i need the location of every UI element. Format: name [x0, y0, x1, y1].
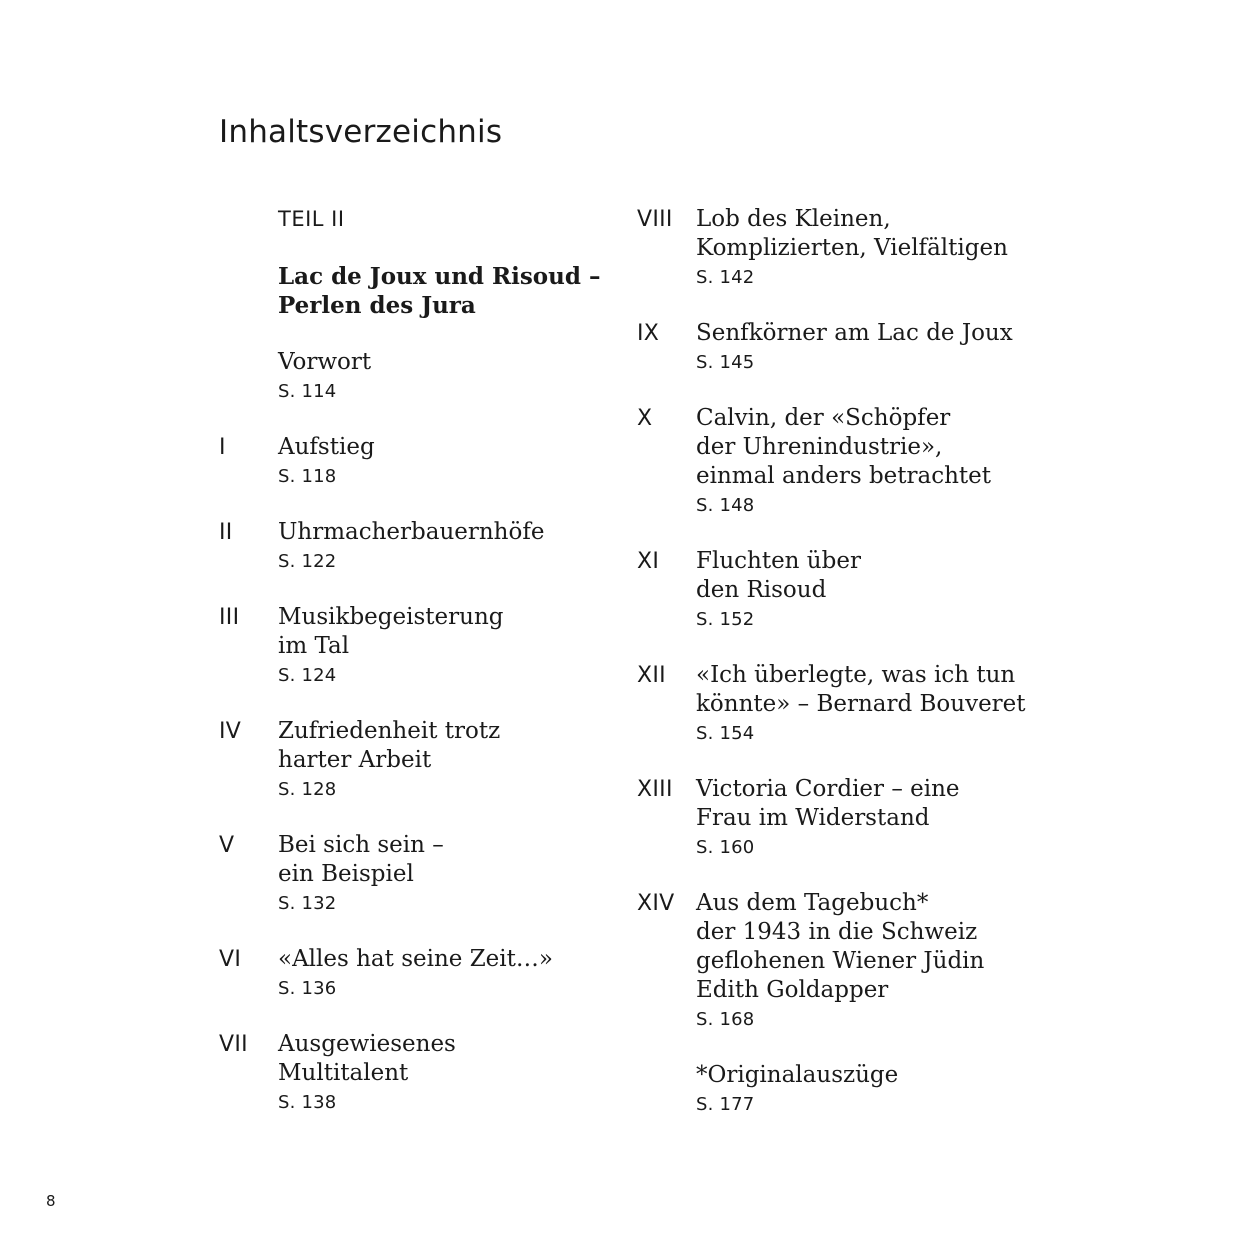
chapter-title-line: harter Arbeit — [278, 747, 432, 773]
chapter-title-line: Zufriedenheit trotz — [278, 718, 501, 744]
toc-entry — [637, 205, 1057, 292]
chapter-title — [696, 661, 1057, 719]
part-title-line: Lac de Joux und Risoud – — [278, 263, 601, 290]
toc-entry — [219, 831, 619, 918]
toc-entry — [219, 603, 619, 690]
chapter-title-line: Bei sich sein – — [278, 832, 444, 858]
chapter-page-ref: S. 160 — [696, 837, 755, 858]
toc-list-right — [637, 205, 1057, 1119]
chapter-title-line: Lob des Kleinen, — [696, 206, 891, 232]
chapter-title — [696, 1061, 1057, 1090]
chapter-title-line: Vorwort — [278, 349, 372, 375]
chapter-title — [278, 603, 619, 661]
chapter-title-line: Komplizierten, Vielfältigen — [696, 235, 1008, 261]
chapter-title-line: könnte» – Bernard Bouveret — [696, 691, 1026, 717]
chapter-title — [696, 889, 1057, 1005]
chapter-numeral: VII — [219, 1032, 248, 1057]
chapter-page-ref: S. 132 — [278, 893, 337, 914]
chapter-page-ref: S. 154 — [696, 723, 755, 744]
chapter-page-ref: S. 118 — [278, 466, 337, 487]
chapter-page-ref: S. 136 — [278, 978, 337, 999]
chapter-numeral: I — [219, 435, 226, 460]
chapter-page-ref: S. 122 — [278, 551, 337, 572]
toc-entry — [219, 518, 619, 576]
toc-entry — [637, 889, 1057, 1034]
chapter-title-line: Musikbegeisterung — [278, 604, 504, 630]
chapter-title — [278, 1030, 619, 1088]
chapter-page-ref: S. 145 — [696, 352, 755, 373]
toc-entry — [637, 547, 1057, 634]
chapter-title-line: Fluchten über — [696, 548, 861, 574]
toc-column-right — [637, 205, 1057, 1146]
chapter-page-ref: S. 142 — [696, 267, 755, 288]
chapter-numeral: XI — [637, 549, 660, 574]
chapter-title-line: den Risoud — [696, 577, 827, 603]
chapter-numeral: VIII — [637, 207, 673, 232]
part-label: TEIL II — [278, 207, 345, 231]
toc-entry — [637, 1061, 1057, 1119]
chapter-title-line: Victoria Cordier – eine — [696, 776, 960, 802]
chapter-numeral: II — [219, 520, 233, 545]
chapter-numeral: IX — [637, 321, 660, 346]
chapter-title-line: geflohenen Wiener Jüdin — [696, 948, 985, 974]
toc-list-left — [219, 348, 619, 1117]
toc-entry — [637, 404, 1057, 520]
chapter-title — [278, 945, 619, 974]
chapter-title-line: einmal anders betrachtet — [696, 463, 992, 489]
toc-entry — [219, 717, 619, 804]
chapter-title-line: Senfkörner am Lac de Joux — [696, 320, 1013, 346]
chapter-title-line: im Tal — [278, 633, 350, 659]
chapter-title-line: Edith Goldapper — [696, 977, 889, 1003]
chapter-title-line: der Uhrenindustrie», — [696, 434, 943, 460]
chapter-title-line: Aufstieg — [278, 434, 375, 460]
chapter-title-line: ein Beispiel — [278, 861, 414, 887]
chapter-numeral: XIII — [637, 777, 673, 802]
chapter-numeral: VI — [219, 947, 242, 972]
toc-entry — [637, 319, 1057, 377]
chapter-title — [696, 775, 1057, 833]
toc-column-left — [219, 205, 619, 1144]
chapter-title — [278, 348, 619, 377]
chapter-title-line: der 1943 in die Schweiz — [696, 919, 978, 945]
chapter-title-line: Frau im Widerstand — [696, 805, 930, 831]
chapter-title — [696, 205, 1057, 263]
chapter-numeral: III — [219, 605, 240, 630]
chapter-page-ref: S. 114 — [278, 381, 337, 402]
chapter-title-line: Ausgewiesenes — [278, 1031, 456, 1057]
chapter-page-ref: S. 128 — [278, 779, 337, 800]
chapter-page-ref: S. 177 — [696, 1094, 755, 1115]
chapter-title-line: Multitalent — [278, 1060, 409, 1086]
part-title — [278, 262, 608, 320]
toc-entry — [219, 1030, 619, 1117]
toc-entry — [219, 348, 619, 406]
chapter-title-line: Aus dem Tagebuch* — [696, 890, 929, 916]
toc-entry — [637, 775, 1057, 862]
chapter-title — [278, 433, 619, 462]
chapter-numeral: X — [637, 406, 653, 431]
chapter-title-line: Uhrmacherbauernhöfe — [278, 519, 545, 545]
chapter-page-ref: S. 138 — [278, 1092, 337, 1113]
chapter-page-ref: S. 124 — [278, 665, 337, 686]
page-number: 8 — [46, 1192, 56, 1210]
chapter-title — [696, 404, 1057, 491]
chapter-title — [696, 319, 1057, 348]
chapter-title-line: *Originalauszüge — [696, 1062, 899, 1088]
page-title: Inhaltsverzeichnis — [219, 114, 503, 150]
part-title-line: Perlen des Jura — [278, 292, 476, 319]
chapter-numeral: IV — [219, 719, 242, 744]
toc-entry — [219, 433, 619, 491]
toc-entry — [637, 661, 1057, 748]
chapter-title — [696, 547, 1057, 605]
chapter-numeral: XIV — [637, 891, 675, 916]
chapter-numeral: V — [219, 833, 235, 858]
chapter-page-ref: S. 152 — [696, 609, 755, 630]
toc-entry — [219, 945, 619, 1003]
chapter-title — [278, 518, 619, 547]
chapter-title — [278, 831, 619, 889]
chapter-page-ref: S. 148 — [696, 495, 755, 516]
chapter-title-line: «Alles hat seine Zeit…» — [278, 946, 553, 972]
chapter-title-line: Calvin, der «Schöpfer — [696, 405, 951, 431]
chapter-page-ref: S. 168 — [696, 1009, 755, 1030]
chapter-numeral: XII — [637, 663, 666, 688]
chapter-title-line: «Ich überlegte, was ich tun — [696, 662, 1016, 688]
chapter-title — [278, 717, 619, 775]
